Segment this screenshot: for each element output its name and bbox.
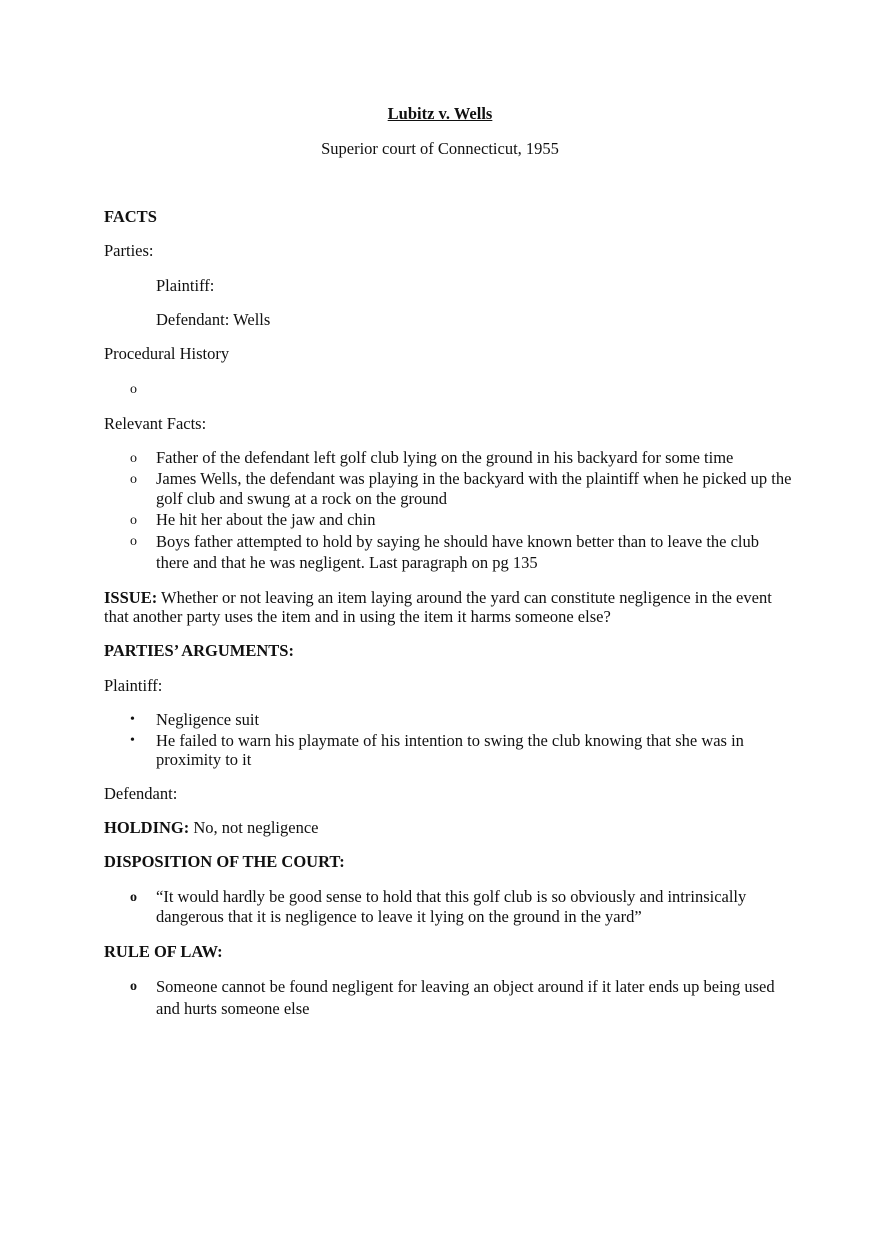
fact-bullet-2: o [130, 472, 137, 487]
fact-item-2: James Wells, the defendant was playing in the backyard with the plaintiff when he picked up the golf club and swung at a rock on the ground [156, 469, 792, 508]
procedural-history-bullet: o [130, 382, 137, 397]
rule-heading: RULE OF LAW: [104, 942, 223, 961]
disposition-item-1: “It would hardly be good sense to hold that this golf club is so obviously and intrinsically dangerous that it is negligence to leave it lying on the ground in the yard” [156, 887, 747, 926]
court-line: Superior court of Connecticut, 1955 [321, 139, 559, 158]
fact-bullet-3: o [130, 513, 137, 528]
holding-paragraph [104, 818, 318, 838]
parties-label: Parties: [104, 241, 154, 260]
issue-label: ISSUE: [104, 588, 158, 607]
rule-bullet-1: o [130, 979, 137, 994]
case-title: Lubitz v. Wells [387, 104, 493, 123]
argument-item-1: Negligence suit [156, 710, 260, 729]
arguments-heading: PARTIES’ ARGUMENTS: [104, 641, 294, 660]
relevant-facts-label: Relevant Facts: [104, 414, 207, 433]
fact-item-3: He hit her about the jaw and chin [156, 510, 376, 529]
holding-text: No, not negligence [193, 818, 319, 837]
fact-bullet-1: o [130, 451, 137, 466]
plaintiff-label: Plaintiff: [156, 276, 215, 295]
procedural-history-label: Procedural History [104, 344, 230, 363]
issue-text: Whether or not leaving an item laying around the yard can constitute negligence in the event that another party uses the item and in using the item it harms someone else? [104, 588, 772, 626]
rule-item-1: Someone cannot be found negligent for leaving an object around if it later ends up being used and hurts someone else [156, 977, 775, 1018]
fact-item-1: Father of the defendant left golf club lying on the ground in his backyard for some time [156, 448, 734, 467]
disposition-heading: DISPOSITION OF THE COURT: [104, 852, 345, 871]
defendant-line: Defendant: Wells [156, 310, 271, 329]
fact-item-4: Boys father attempted to hold by saying he should have known better than to leave the club there and that he was negligent. Last paragraph on pg 135 [156, 532, 760, 572]
disposition-bullet-1: o [130, 890, 137, 905]
fact-bullet-4: o [130, 534, 137, 549]
arguments-plaintiff-label: Plaintiff: [104, 676, 163, 695]
issue-paragraph [104, 588, 776, 626]
argument-item-2: He failed to warn his playmate of his intention to swing the club knowing that she was in proximity to it [156, 731, 744, 769]
argument-bullet-1: • [130, 712, 135, 727]
facts-heading: FACTS [104, 207, 157, 226]
holding-label: HOLDING: [104, 818, 190, 837]
arguments-defendant-label: Defendant: [104, 784, 178, 803]
argument-bullet-2: • [130, 733, 135, 748]
